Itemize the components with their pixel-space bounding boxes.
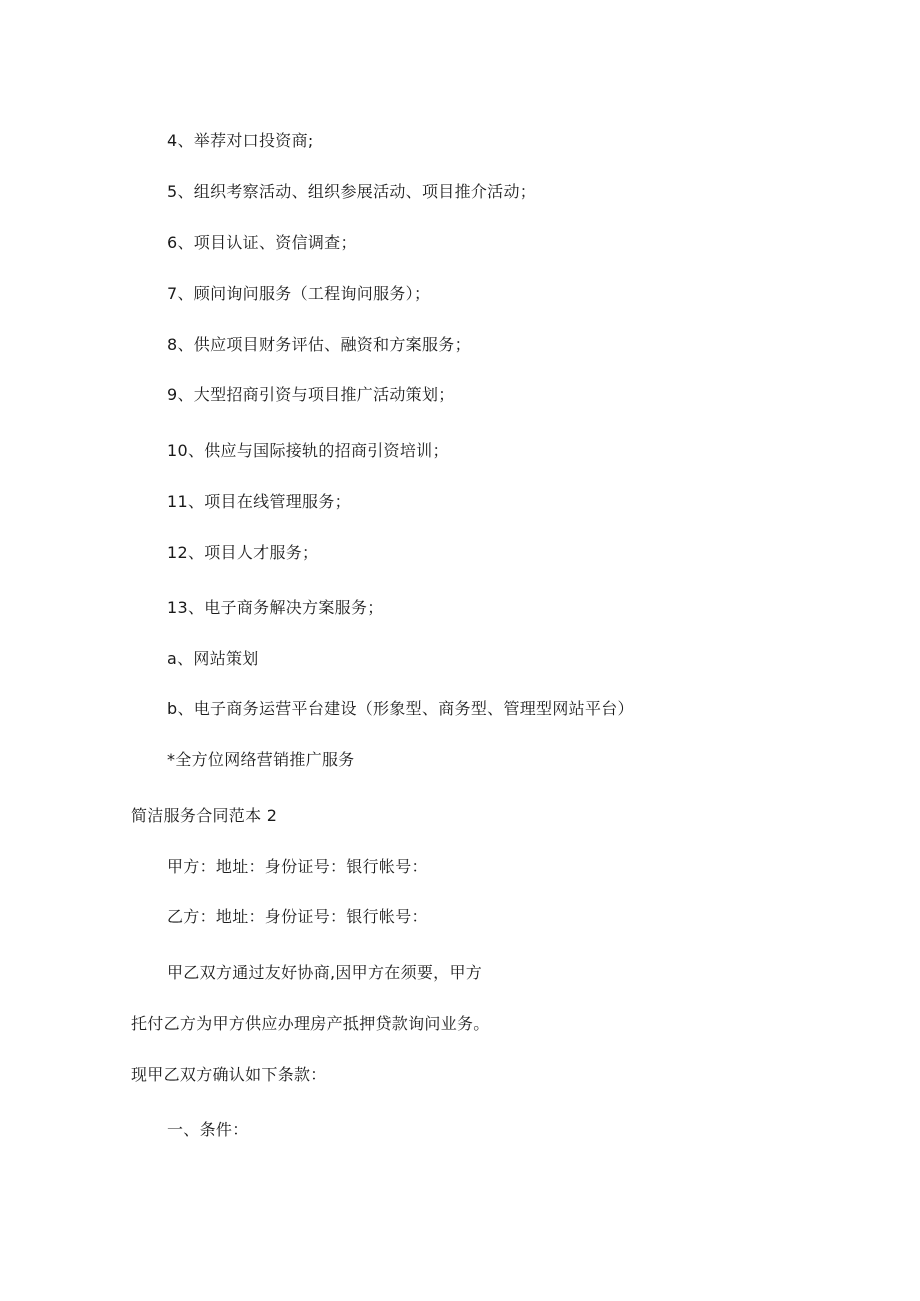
service-item-8: 8、供应项目财务评估、融资和方案服务； (167, 335, 471, 354)
service-item-13: 13、电子商务解决方案服务； (167, 598, 384, 617)
service-item-9: 9、大型招商引资与项目推广活动策划； (167, 385, 455, 404)
service-item-4: 4、举荐对口投资商; (167, 131, 314, 150)
service-subitem-star: *全方位网络营销推广服务 (167, 750, 355, 769)
service-item-7: 7、顾问询问服务（工程询问服务）； (167, 284, 431, 303)
service-item-12: 12、项目人才服务； (167, 543, 319, 562)
service-item-11: 11、项目在线管理服务； (167, 492, 351, 511)
service-subitem-b: b、电子商务运营平台建设（形象型、商务型、管理型网站平台） (167, 699, 634, 718)
party-b-line: 乙方：地址：身份证号：银行帐号： (167, 907, 428, 926)
service-item-5: 5、组织考察活动、组织参展活动、项目推介活动； (167, 182, 537, 201)
clause-heading: 一、条件： (167, 1120, 249, 1139)
service-item-10: 10、供应与国际接轨的招商引资培训； (167, 441, 449, 460)
section-title: 简洁服务合同范本 2 (131, 806, 278, 825)
confirm-line: 现甲乙双方确认如下条款： (131, 1065, 327, 1084)
service-subitem-a: a、网站策划 (167, 649, 259, 668)
party-a-line: 甲方：地址：身份证号：银行帐号： (167, 857, 428, 876)
intro-paragraph-line-2: 托付乙方为甲方供应办理房产抵押贷款询问业务。 (131, 1014, 490, 1033)
intro-paragraph-line-1: 甲乙双方通过友好协商,因甲方在须要，甲方 (167, 963, 483, 982)
service-item-6: 6、项目认证、资信调查； (167, 233, 357, 252)
